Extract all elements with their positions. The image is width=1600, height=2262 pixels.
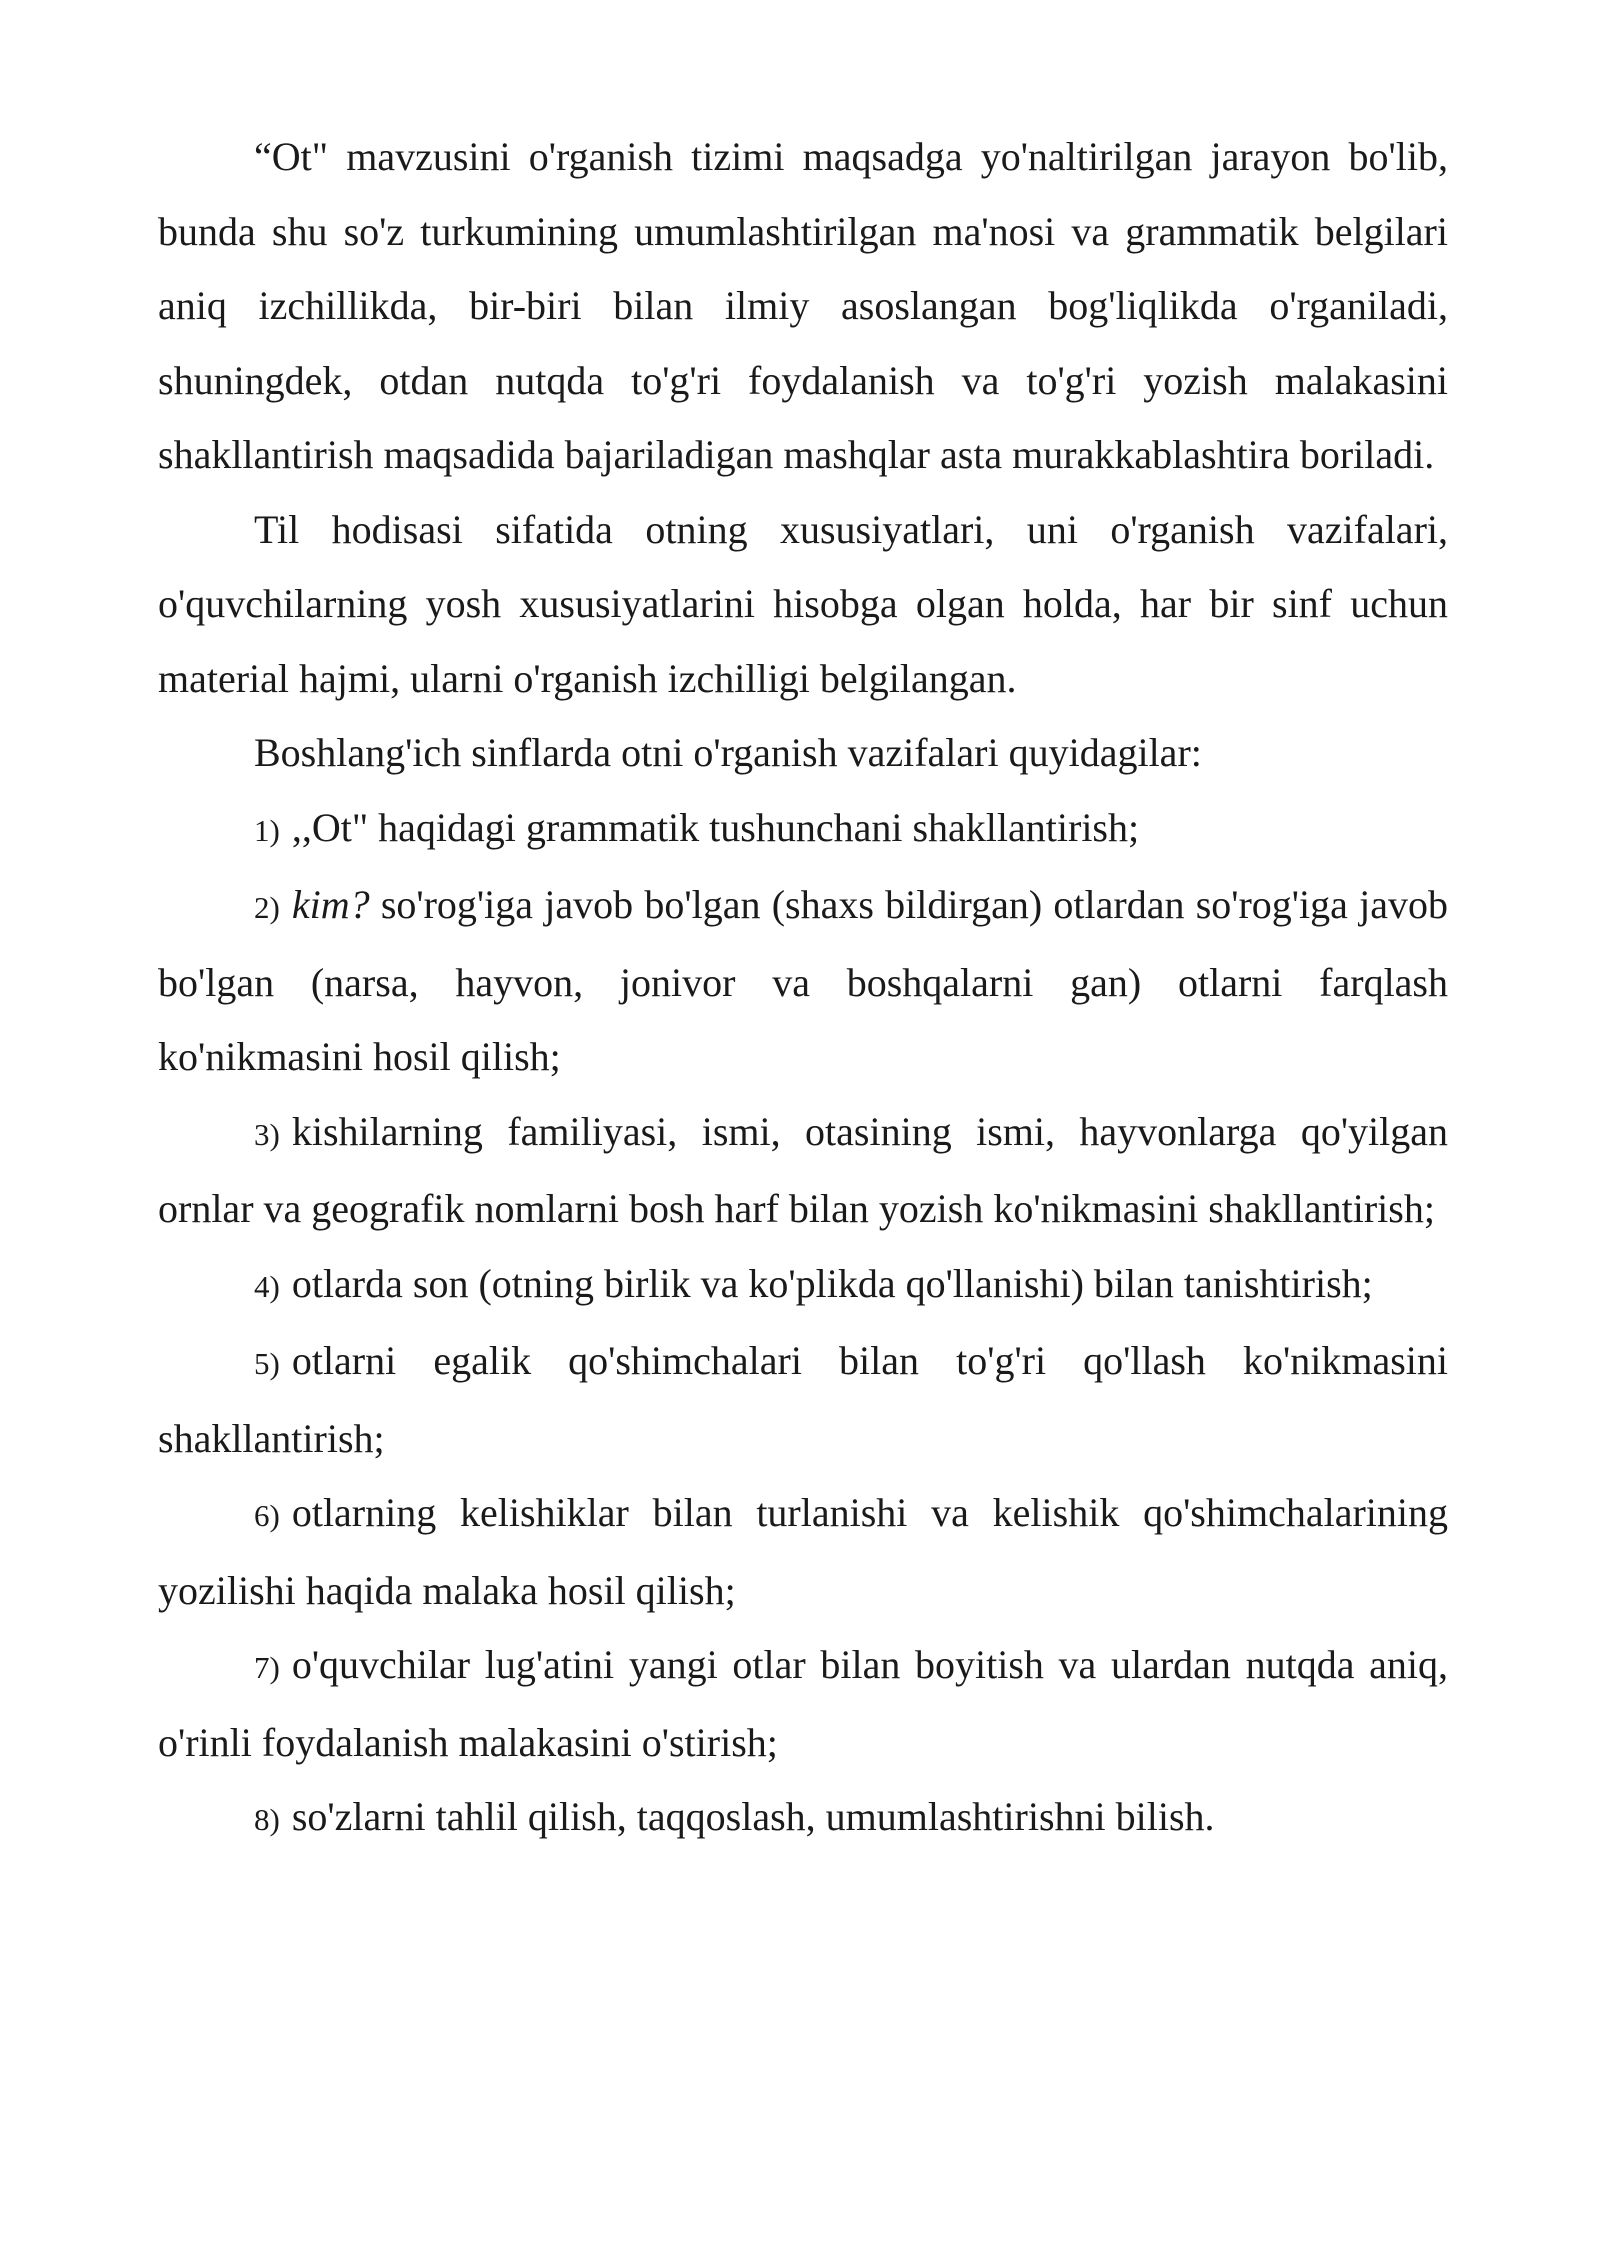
list-number: 6)	[254, 1498, 280, 1533]
document-page	[158, 120, 1448, 1858]
list-item-text: otlarni egalik qo'shimchalari bilan to'g'ri qo'llash ko'nikmasini shakllantirish;	[158, 1338, 1448, 1461]
list-item-italic: kim?	[291, 882, 370, 927]
list-item-2	[158, 868, 1448, 1095]
list-number: 1)	[254, 812, 280, 848]
paragraph-tasks-heading: Boshlang'ich sinflarda otni o'rganish vazifalari quyidagilar:	[254, 730, 1202, 775]
list-number: 7)	[254, 1650, 280, 1685]
list-number: 8)	[254, 1802, 280, 1837]
list-number: 2)	[254, 890, 280, 925]
list-item-4	[158, 1247, 1448, 1325]
paragraph-features: Til hodisasi sifatida otning xususiyatlari, uni o'rganish vazifalari, o'quvchilarning yosh xususiyatlarini hisobga olgan holda, har bir sinf uchun material hajmi, ularni o'rganish izchilligi belgilangan.	[158, 506, 1448, 701]
list-item-6	[158, 1476, 1448, 1628]
list-item-text: kishilarning familiyasi, ismi, otasining ismi, hayvonlarga qo'yilgan ornlar va geografik nomlarni bosh harf bilan yozish ko'nikmasini shakllantirish;	[158, 1108, 1448, 1231]
list-number: 3)	[254, 1116, 280, 1152]
list-item-5	[158, 1324, 1448, 1476]
list-number: 4)	[254, 1268, 280, 1304]
list-item-text: otlarda son (otning birlik va ko'plikda qo'llanishi) bilan tanishtirish;	[291, 1260, 1373, 1306]
paragraph-intro: “Ot" mavzusini o'rganish tizimi maqsadga yo'naltirilgan jarayon bo'lib, bunda shu so'z turkumining umumlashtirilgan ma'nosi va grammatik belgilari aniq izchillikda, bir-biri bilan ilmiy asoslangan bog'liqlikda o'rganiladi, shuningdek, otdan nutqda to'g'ri foydalanish va to'g'ri yozish malakasini shakllantirish maqsadida bajariladigan mashqlar asta murakkablashtira boriladi.	[158, 134, 1448, 477]
list-item-7	[158, 1628, 1448, 1780]
list-item-3	[158, 1095, 1448, 1247]
list-item-text: o'quvchilar lug'atini yangi otlar bilan boyitish va ulardan nutqda aniq, o'rinli foydalanish malakasini o'stirish;	[158, 1642, 1448, 1765]
list-item-1	[158, 791, 1448, 869]
list-item-8	[158, 1780, 1448, 1858]
list-number: 5)	[254, 1346, 280, 1381]
list-item-text: so'rog'iga javob bo'lgan (shaxs bildirgan) otlardan so'rog'iga javob bo'lgan (narsa, hayvon, jonivor va boshqalarni gan) otlarni farqlash ko'nikmasini hosil qilish;	[158, 882, 1448, 1079]
list-item-text: so'zlarni tahlil qilish, taqqoslash, umumlashtirishni bilish.	[291, 1794, 1215, 1839]
list-item-text: ,,Ot" haqidagi grammatik tushunchani shakllantirish;	[291, 804, 1140, 850]
list-item-text: otlarning kelishiklar bilan turlanishi va kelishik qo'shimchalarining yozilishi haqida malaka hosil qilish;	[158, 1490, 1448, 1613]
